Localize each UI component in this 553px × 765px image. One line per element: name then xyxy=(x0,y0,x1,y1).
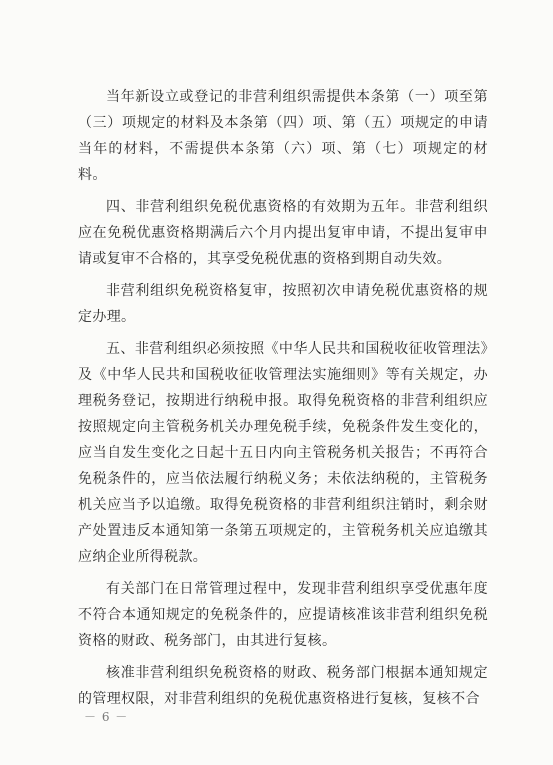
paragraph-5: 有关部门在日常管理过程中，发现非营利组织享受优惠年度不符合本通知规定的免税条件的，应提请核准该非营利组织免税资格的财政、税务部门，由其进行复核。 xyxy=(78,581,488,649)
paragraph-3: 非营利组织免税资格复审，按照初次申请免税优惠资格的规定办理。 xyxy=(78,283,488,325)
document-body xyxy=(78,84,488,718)
paragraph-2: 四、非营利组织免税优惠资格的有效期为五年。非营利组织应在免税优惠资格期满后六个月内提出复审申请，不提出复审申请或复审不合格的，其享受免税优惠的资格到期自动失效。 xyxy=(78,199,488,267)
paragraph-1: 当年新设立或登记的非营利组织需提供本条第（一）项至第（三）项规定的材料及本条第（四）项、第（五）项规定的申请当年的材料，不需提供本条第（六）项、第（七）项规定的材料。 xyxy=(78,89,488,183)
paragraph-6: 核准非营利组织免税资格的财政、税务部门根据本通知规定的管理权限，对非营利组织的免税优惠资格进行复核，复核不合 xyxy=(78,665,488,707)
paragraph-4: 五、非营利组织必须按照《中华人民共和国税收征收管理法》及《中华人民共和国税收征收管理法实施细则》等有关规定，办理税务登记，按期进行纳税申报。取得免税资格的非营利组织应按照规定向主管税务机关办理免税手续，免税条件发生变化的，应当自发生变化之日起十五日内向主管税务机关报告；不再符合免税条件的，应当依法履行纳税义务；未依法纳税的，主管税务机关应当予以追缴。取得免税资格的非营利组织注销时，剩余财产处置违反本通知第一条第五项规定的，主管税务机关应追缴其应纳企业所得税款。 xyxy=(78,341,488,565)
page-number: － 6 － xyxy=(84,710,129,724)
